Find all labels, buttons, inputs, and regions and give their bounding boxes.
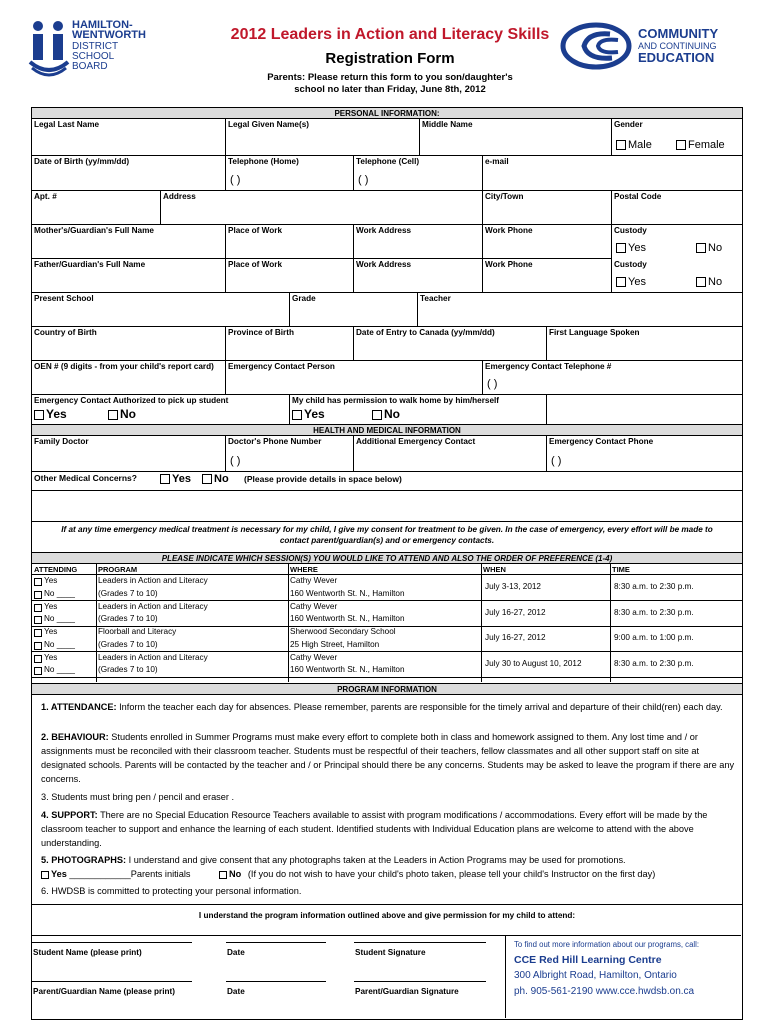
present-school-field[interactable]: Present School	[32, 293, 290, 327]
hwdsb-name: HAMILTON- WENTWORTH	[72, 19, 146, 41]
session-location: Cathy Wever	[290, 652, 338, 662]
telephone-home-field[interactable]: Telephone (Home) ( )	[226, 156, 354, 191]
session-grades: (Grades 7 to 10)	[98, 639, 158, 649]
father-custody-yes[interactable]: Yes	[616, 276, 646, 288]
sessions-table	[32, 564, 742, 682]
mother-custody-field: Custody Yes No	[614, 226, 723, 254]
postal-code-field[interactable]: Postal Code	[612, 191, 742, 225]
para-attendance: 1. ATTENDANCE: Inform the teacher each day for absences. Please remember, parents are responsible for the timely arrival and departure of their child(ren) each day.	[41, 702, 723, 712]
hwdsb-logo-icon	[28, 18, 70, 78]
para-privacy: 6. HWDSB is committed to protecting your personal information.	[41, 886, 302, 896]
father-custody-no[interactable]: No	[696, 276, 722, 288]
father-work-place-field[interactable]: Place of Work	[226, 259, 354, 293]
session-location: Cathy Wever	[290, 601, 338, 611]
mother-custody-no[interactable]: No	[696, 242, 722, 254]
cce-line3: EDUCATION	[638, 50, 715, 65]
photo-no[interactable]: No	[219, 869, 241, 879]
session-yes-option[interactable]: Yes	[44, 576, 58, 585]
parent-signature-label: Parent/Guardian Signature	[355, 987, 459, 996]
pickup-authorized-field: Emergency Contact Authorized to pick up student Yes No	[32, 395, 290, 425]
entry-date-field[interactable]: Date of Entry to Canada (yy/mm/dd)	[354, 327, 547, 361]
student-name-line[interactable]	[32, 942, 192, 943]
family-doctor-field[interactable]: Family Doctor	[32, 436, 226, 472]
city-field[interactable]: City/Town	[483, 191, 612, 225]
father-custody-field: Custody Yes No	[612, 259, 742, 293]
session-time: 8:30 a.m. to 2:30 p.m.	[614, 658, 694, 668]
session-time: 8:30 a.m. to 2:30 p.m.	[614, 607, 694, 617]
session-program: Floorball and Literacy	[98, 627, 177, 636]
father-name-field[interactable]: Father/Guardian's Full Name	[32, 259, 226, 293]
contact-info-box	[505, 935, 741, 1018]
session-no-option[interactable]: No ____	[44, 614, 75, 623]
info-centre: CCE Red Hill Learning Centre	[514, 954, 662, 966]
mother-custody-yes[interactable]: Yes	[616, 242, 646, 254]
medical-consent: If at any time emergency medical treatment is necessary for my child, I give my consent for treatment to be given. In the case of emergency, every effort will be made to contact parent/guardian(s) and or emergency contacts.	[61, 525, 713, 545]
form-subtitle: Registration Form	[325, 50, 455, 67]
para-photographs: 5. PHOTOGRAPHS: I understand and give consent that any photographs taken at the Leaders in Action Programs may be used for promotions.	[41, 855, 626, 865]
session-address: 25 High Street, Hamilton	[290, 639, 380, 649]
col-where: WHERE	[290, 565, 318, 574]
legal-given-name-field[interactable]: Legal Given Name(s)	[226, 119, 420, 156]
cce-swoosh-icon	[560, 22, 632, 70]
info-address: 300 Albright Road, Hamilton, Ontario	[514, 970, 677, 981]
col-program: PROGRAM	[98, 565, 138, 574]
apt-field[interactable]: Apt. #	[32, 191, 161, 225]
session-address: 160 Wentworth St. N., Hamilton	[290, 614, 405, 623]
para-behaviour: 2. BEHAVIOUR: Students enrolled in Summer Programs must make every effort to complete both in class and homework assigned to them. Any lost time and / or assignments must be reconciled with their classroom teacher. Students must be respectful of their teachers, fellow classmates and all other support staff on site at designated schools. Parents will be contacted by the teacher and / or Principal should there be any concerns. Students may be asked to leave the program if there are any concerns.	[41, 732, 735, 784]
session-no-option[interactable]: No ____	[44, 588, 75, 598]
father-work-phone-field[interactable]: Work Phone	[483, 259, 612, 293]
emergency-contact-phone-field[interactable]: Emergency Contact Telephone # ( )	[483, 361, 742, 395]
address-field[interactable]: Address	[161, 191, 483, 225]
medical-no[interactable]: No	[202, 473, 229, 485]
info-phone-web[interactable]: ph. 905-561-2190 www.cce.hwdsb.on.ca	[514, 986, 695, 997]
mother-work-phone-field[interactable]: Work Phone	[483, 225, 612, 259]
col-attending: ATTENDING	[34, 565, 78, 574]
parent-name-label: Parent/Guardian Name (please print)	[33, 987, 175, 996]
middle-name-field[interactable]: Middle Name	[420, 119, 612, 156]
additional-emergency-phone-field[interactable]: Emergency Contact Phone ( )	[547, 436, 742, 472]
medical-details-area[interactable]	[32, 490, 742, 522]
para-supplies: 3. Students must bring pen / pencil and eraser .	[41, 792, 235, 802]
cce-logo	[560, 22, 750, 72]
student-date-label: Date	[227, 948, 245, 957]
session-time: 9:00 a.m. to 1:00 p.m.	[614, 633, 694, 642]
session-program: Leaders in Action and Literacy	[98, 576, 208, 585]
session-yes-option[interactable]: Yes	[44, 601, 58, 611]
medical-yes[interactable]: Yes	[160, 473, 191, 485]
other-medical-concerns: Other Medical Concerns? Yes No (Please provide details in space below)	[34, 473, 402, 485]
session-grades: (Grades 7 to 10)	[98, 665, 158, 674]
walk-home-notes[interactable]	[547, 395, 742, 425]
telephone-cell-field[interactable]: Telephone (Cell) ( )	[354, 156, 483, 191]
cce-line2: AND CONTINUING	[638, 41, 717, 51]
student-signature-label: Student Signature	[355, 948, 426, 957]
form-title: 2012 Leaders in Action and Literacy Skills	[230, 26, 550, 43]
program-info-bar: PROGRAM INFORMATION	[32, 683, 742, 695]
session-program: Leaders in Action and Literacy	[98, 652, 208, 662]
grade-field[interactable]: Grade	[290, 293, 418, 327]
email-field[interactable]: e-mail	[483, 156, 742, 191]
country-of-birth-field[interactable]: Country of Birth	[32, 327, 226, 361]
session-no-option[interactable]: No ____	[44, 639, 75, 649]
mother-work-place-field[interactable]: Place of Work	[226, 225, 354, 259]
parent-name-line[interactable]	[32, 981, 192, 982]
session-location: Cathy Wever	[290, 576, 338, 585]
hwdsb-logo	[28, 18, 158, 80]
col-time: TIME	[612, 565, 630, 574]
session-program: Leaders in Action and Literacy	[98, 601, 208, 611]
session-grades: (Grades 7 to 10)	[98, 588, 158, 598]
info-find-out: To find out more information about our programs, call:	[514, 940, 700, 949]
session-dates: July 30 to August 10, 2012	[485, 658, 582, 668]
para-support: 4. SUPPORT: There are no Special Education Resource Teachers available to assist with program modifications / accommodations. Every effort will be made by the classroom teacher to support and enhance the learning of each student. Identified students with Individual Education plans are welcome to attend with the above understanding.	[41, 810, 708, 848]
teacher-field[interactable]: Teacher	[418, 293, 742, 327]
emergency-contact-person-field[interactable]: Emergency Contact Person	[226, 361, 483, 395]
sessions-section-bar: PLEASE INDICATE WHICH SESSION(S) YOU WOULD LIKE TO ATTEND AND ALSO THE ORDER OF PREFERENCE (1-4)	[32, 552, 742, 564]
health-section-bar: HEALTH AND MEDICAL INFORMATION	[32, 425, 742, 436]
photo-consent-options: Yes ____________Parents initials No (If you do not wish to have your child's photo taken, please tell your child's Instructor on the first day)	[41, 867, 737, 881]
session-location: Sherwood Secondary School	[290, 627, 396, 636]
legal-last-name-field[interactable]: Legal Last Name	[32, 119, 226, 156]
cce-line1: COMMUNITY	[638, 26, 719, 41]
session-address: 160 Wentworth St. N., Hamilton	[290, 665, 405, 674]
return-instruction: Parents: Please return this form to you son/daughter's school no later than Friday, June 8th, 2012	[267, 72, 513, 95]
session-dates: July 16-27, 2012	[485, 607, 546, 617]
parent-signature-line[interactable]	[354, 981, 486, 982]
first-language-field[interactable]: First Language Spoken	[547, 327, 742, 361]
session-no-option[interactable]: No ____	[44, 665, 75, 674]
gender-female-option[interactable]: Female	[676, 139, 725, 151]
oen-field[interactable]: OEN # (9 digits - from your child's report card)	[32, 361, 226, 395]
session-grades: (Grades 7 to 10)	[98, 614, 158, 623]
hwdsb-sub: DISTRICT SCHOOL BOARD	[72, 41, 119, 72]
dob-field[interactable]: Date of Birth (yy/mm/dd)	[32, 156, 226, 191]
session-address: 160 Wentworth St. N., Hamilton	[290, 588, 405, 598]
mother-work-address-field[interactable]: Work Address	[354, 225, 483, 259]
gender-male-option[interactable]: Male	[616, 139, 652, 151]
pickup-no[interactable]: No	[108, 407, 136, 421]
registration-form	[31, 107, 743, 1020]
parent-date-line[interactable]	[226, 981, 326, 982]
additional-emergency-contact-field[interactable]: Additional Emergency Contact	[354, 436, 547, 472]
permission-statement: I understand the program information outlined above and give permission for my child to attend:	[198, 911, 576, 920]
student-name-label: Student Name (please print)	[33, 948, 142, 957]
student-signature-line[interactable]	[354, 942, 486, 943]
gender-field: Gender Male Female	[612, 119, 742, 156]
province-of-birth-field[interactable]: Province of Birth	[226, 327, 354, 361]
walk-home-field: My child has permission to walk home by him/herself Yes No	[290, 395, 547, 425]
pickup-yes[interactable]: Yes	[34, 407, 67, 421]
doctor-phone-field[interactable]: Doctor's Phone Number ( )	[226, 436, 354, 472]
session-dates: July 3-13, 2012	[485, 582, 541, 591]
session-yes-option[interactable]: Yes	[44, 627, 58, 636]
parent-date-label: Date	[227, 987, 245, 996]
col-when: WHEN	[483, 565, 506, 574]
mother-name-field[interactable]: Mother's/Guardian's Full Name	[32, 225, 226, 259]
walk-no[interactable]: No	[372, 407, 400, 421]
photo-yes[interactable]: Yes	[41, 869, 67, 879]
session-yes-option[interactable]: Yes	[44, 652, 58, 662]
personal-section-bar: PERSONAL INFORMATION:	[32, 108, 742, 119]
student-date-line[interactable]	[226, 942, 326, 943]
session-time: 8:30 a.m. to 2:30 p.m.	[614, 582, 694, 591]
walk-yes[interactable]: Yes	[292, 407, 325, 421]
session-dates: July 16-27, 2012	[485, 633, 546, 642]
father-work-address-field[interactable]: Work Address	[354, 259, 483, 293]
